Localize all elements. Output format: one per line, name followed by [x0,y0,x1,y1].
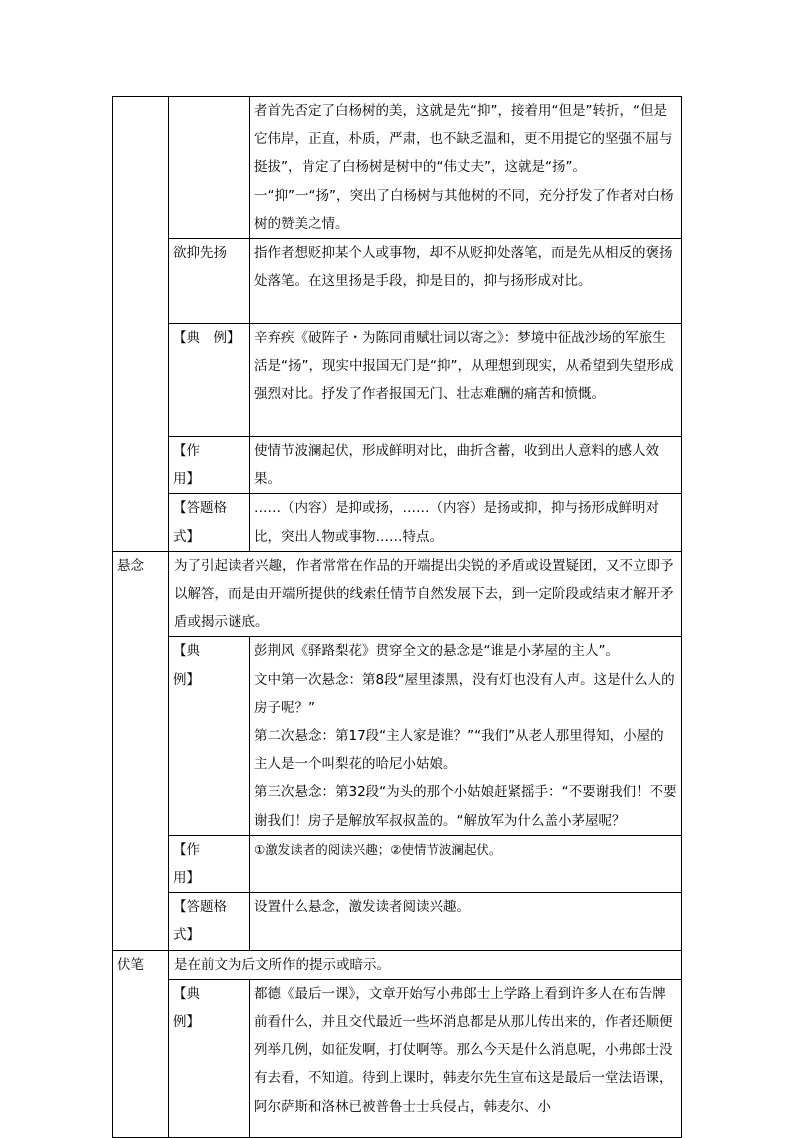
explanation-text: 者首先否定了白杨树的美，这就是先“抑”，接着用“但是”转折，“但是它伟岸，正直，朴质，严肃，也不缺乏温和，更不用提它的坚强不屈与挺拔”，肯定了白杨树是树中的“伟丈夫”，这就是“扬”。一“抑”一“扬”，突出了白杨树与其他树的不同，充分抒发了作者对白杨树的赞美之情。 [250,97,682,239]
content-table [112,96,682,1138]
effect-label: 【作 用】 [169,437,250,494]
table-row [113,239,682,324]
format-label: 【答题格式】 [169,494,250,551]
format-label: 【答题格式】 [169,893,250,950]
effect-text: ①激发读者的阅读兴趣；②使情节波澜起伏。 [250,835,682,892]
table-row [113,893,682,950]
example-paragraph: 第二次悬念：第17段“主人家是谁？”“我们”从老人那里得知，小屋的主人是一个叫梨花的哈尼小姑娘。 [254,728,664,773]
table-row [113,835,682,892]
example-text: 辛弃疾《破阵子・为陈同甫赋壮词以寄之》：梦境中征战沙场的军旅生活是“扬”，现实中报国无门是“抑”，从理想到现实，从希望到失望形成强烈对比。抒发了作者报国无门、壮志难酬的痛苦和愤慨。 [250,324,682,437]
effect-label: 【作 用】 [169,835,250,892]
table-row [113,979,682,1137]
example-paragraph: 彭荆风《驿路梨花》贯穿全文的悬念是“谁是小茅屋的主人”。 [254,643,619,660]
table-row [113,494,682,551]
example-paragraph: 第三次悬念：第32段“为头的那个小姑娘赶紧摇手：“不要谢我们！不要谢我们！房子是解放军叔叔盖的。“解放军为什么盖小茅屋呢？ [254,784,677,829]
example-label: 【典 例】 [169,324,250,437]
format-text: ……（内容）是抑或扬，……（内容）是扬或抑，抑与扬形成鲜明对比，突出人物或事物……特点。 [250,494,682,551]
technique-label: 悬念 [113,551,169,950]
example-paragraph: 文中第一次悬念：第8段“屋里漆黑，没有灯也没有人声。这是什么人的房子呢？” [254,671,675,716]
example-label: 【典 例】 [169,637,250,835]
table-row [113,637,682,835]
definition-text: 为了引起读者兴趣，作者常常在作品的开端提出尖锐的矛盾或设置疑团，又不立即予以解答，而是由开端所提供的线索任情节自然发展下去，到一定阶段或结束才解开矛盾或揭示谜底。 [169,551,682,637]
example-text [250,637,682,835]
example-label: 【典 例】 [169,979,250,1137]
format-text: 设置什么悬念，激发读者阅读兴趣。 [250,893,682,950]
technique-label: 伏笔 [113,950,169,1137]
effect-text: 使情节波澜起伏，形成鲜明对比，曲折含蓄，收到出人意料的感人效果。 [250,437,682,494]
technique-cell-blank [113,97,169,552]
table-row [113,97,682,239]
table-row [113,324,682,437]
table-row [113,551,682,637]
example-text: 都德《最后一课》，文章开始写小弗郎士上学路上看到许多人在布告牌前看什么，并且交代最近一些坏消息都是从那儿传出来的，作者还顺便列举几例，如征发啊，打仗啊等。那么今天是什么消息呢，小弗郎士没有去看，不知道。待到上课时，韩麦尔先生宣布这是最后一堂法语课，阿尔萨斯和洛林已被普鲁士士兵侵占，韩麦尔、小 [250,979,682,1137]
subtype-label: 欲抑先扬 [169,239,250,324]
subtype-cell-blank [169,97,250,239]
table-row [113,950,682,979]
definition-text: 指作者想贬抑某个人或事物，却不从贬抑处落笔，而是先从相反的褒扬处落笔。在这里扬是手段，抑是目的，抑与扬形成对比。 [250,239,682,324]
definition-text: 是在前文为后文所作的提示或暗示。 [169,950,682,979]
table-row [113,437,682,494]
